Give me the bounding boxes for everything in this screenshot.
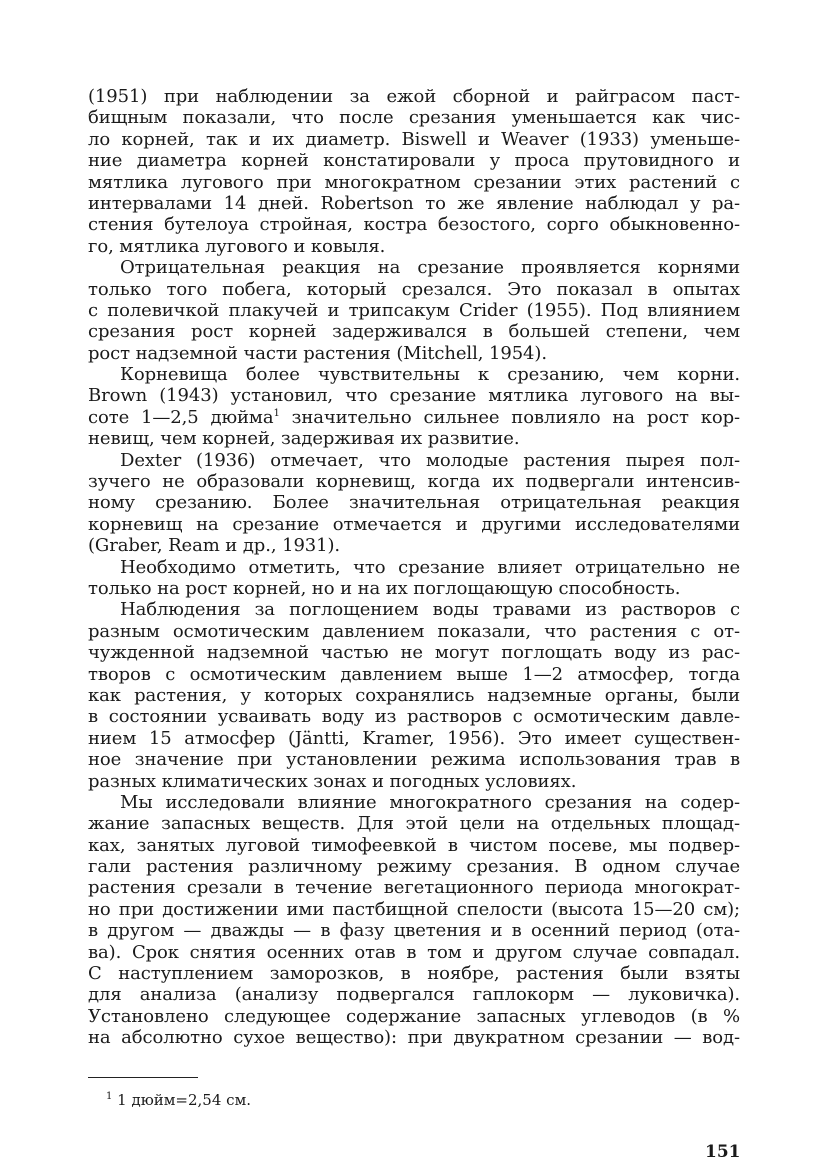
text-line: разным осмотическим давлением показали, что растения с от- [88,620,740,642]
body-text [88,86,740,1049]
text-line: (Graber, Ream и др., 1931). [88,535,341,557]
text-line: стения бутелоуа стройная, костра безостого, сорго обыкновенно- [88,214,740,236]
text-line: Мы исследовали влияние многократного срезания на содер- [120,791,740,813]
text-line: нием 15 атмосфер (Jäntti, Kramer, 1956). Это имеет существен- [88,727,740,749]
footnote-divider [88,1077,198,1078]
text-line: Корневища более чувствительны к срезанию, чем корни. [120,364,740,386]
text-line: растения срезали в течение вегетационного периода многократ- [88,877,740,899]
text-line: корневищ на срезание отмечается и другими исследователями [88,513,740,535]
text-line: творов с осмотическим давлением выше 1—2 атмосфер, тогда [88,663,740,685]
text-line: рост надземной части растения (Mitchell, 1954). [88,342,547,364]
text-line: ках, занятых луговой тимофеевкой в чистом посеве, мы подвер- [88,834,740,856]
text-line: как растения, у которых сохранялись надземные органы, были [88,684,740,706]
text-line: разных климатических зонах и погодных условиях. [88,770,577,792]
text-line: Наблюдения за поглощением воды травами из растворов с [120,599,740,621]
text-line: только того побега, который срезался. Это показал в опытах [88,278,740,300]
text-line: срезания рост корней задерживался в большей степени, чем [88,321,740,343]
text-line-with-footnote [88,407,740,428]
text-line: ному срезанию. Более значительная отрицательная реакция [88,492,740,514]
text-fragment: значительно сильнее повлияло на рост кор- [279,406,740,428]
text-line: в другом — дважды — в фазу цветения и в осенний период (ота- [88,920,740,942]
text-fragment: соте 1—2,5 дюйма [88,406,274,428]
text-line: невищ, чем корней, задерживая их развитие. [88,428,520,450]
text-line: го, мятлика лугового и ковыля. [88,235,386,257]
footnote-mark: 1 [106,1091,113,1102]
text-line: бищным показали, что после срезания уменьшается как чис- [88,107,740,129]
text-line: гали растения различному режиму срезания. В одном случае [88,856,740,878]
text-line: Dexter (1936) отмечает, что молодые растения пырея пол- [120,449,740,471]
text-line: жание запасных веществ. Для этой цели на отдельных площад- [88,813,740,835]
text-line: в состоянии усваивать воду из растворов с осмотическим давле- [88,706,740,728]
text-line: ло корней, так и их диаметр. Biswell и Weaver (1933) уменьше- [88,128,740,150]
footnote-reference[interactable]: 1 [273,407,280,419]
text-line: интервалами 14 дней. Robertson то же явление наблюдал у ра- [88,192,740,214]
text-line: зучего не образовали корневищ, когда их подвергали интенсив- [88,471,740,493]
page-number: 151 [705,1142,741,1162]
footnote [106,1087,251,1110]
text-line: чужденной надземной частью не могут поглощать воду из рас- [88,642,740,664]
text-line: на абсолютно сухое вещество): при двукратном срезании — вод- [88,1027,740,1049]
footnote-text: 1 дюйм=2,54 см. [117,1091,251,1109]
text-line: только на рост корней, но и на их поглощающую способность. [88,577,681,599]
text-line: Необходимо отметить, что срезание влияет отрицательно не [120,556,740,578]
text-line: Brown (1943) установил, что срезание мятлика лугового на вы- [88,385,740,407]
text-line: ние диаметра корней констатировали у проса прутовидного и [88,150,740,172]
text-line: ва). Срок снятия осенних отав в том и другом случае совпадал. [88,941,740,963]
text-line: Установлено следующее содержание запасных углеводов (в % [88,1005,740,1027]
text-line: Отрицательная реакция на срезание проявляется корнями [120,257,740,279]
text-line: (1951) при наблюдении за ежой сборной и райграсом паст- [88,86,740,107]
text-line: с полевичкой плакучей и трипсакум Crider (1955). Под влиянием [88,299,740,321]
text-line: но при достижении ими пастбищной спелости (высота 15—20 см); [88,898,740,920]
text-line: С наступлением заморозков, в ноябре, растения были взяты [88,963,740,985]
text-line: для анализа (анализу подвергался гаплокорм — луковичка). [88,984,740,1006]
text-line: мятлика лугового при многократном срезании этих растений с [88,171,740,193]
text-line: ное значение при установлении режима использования трав в [88,749,740,771]
